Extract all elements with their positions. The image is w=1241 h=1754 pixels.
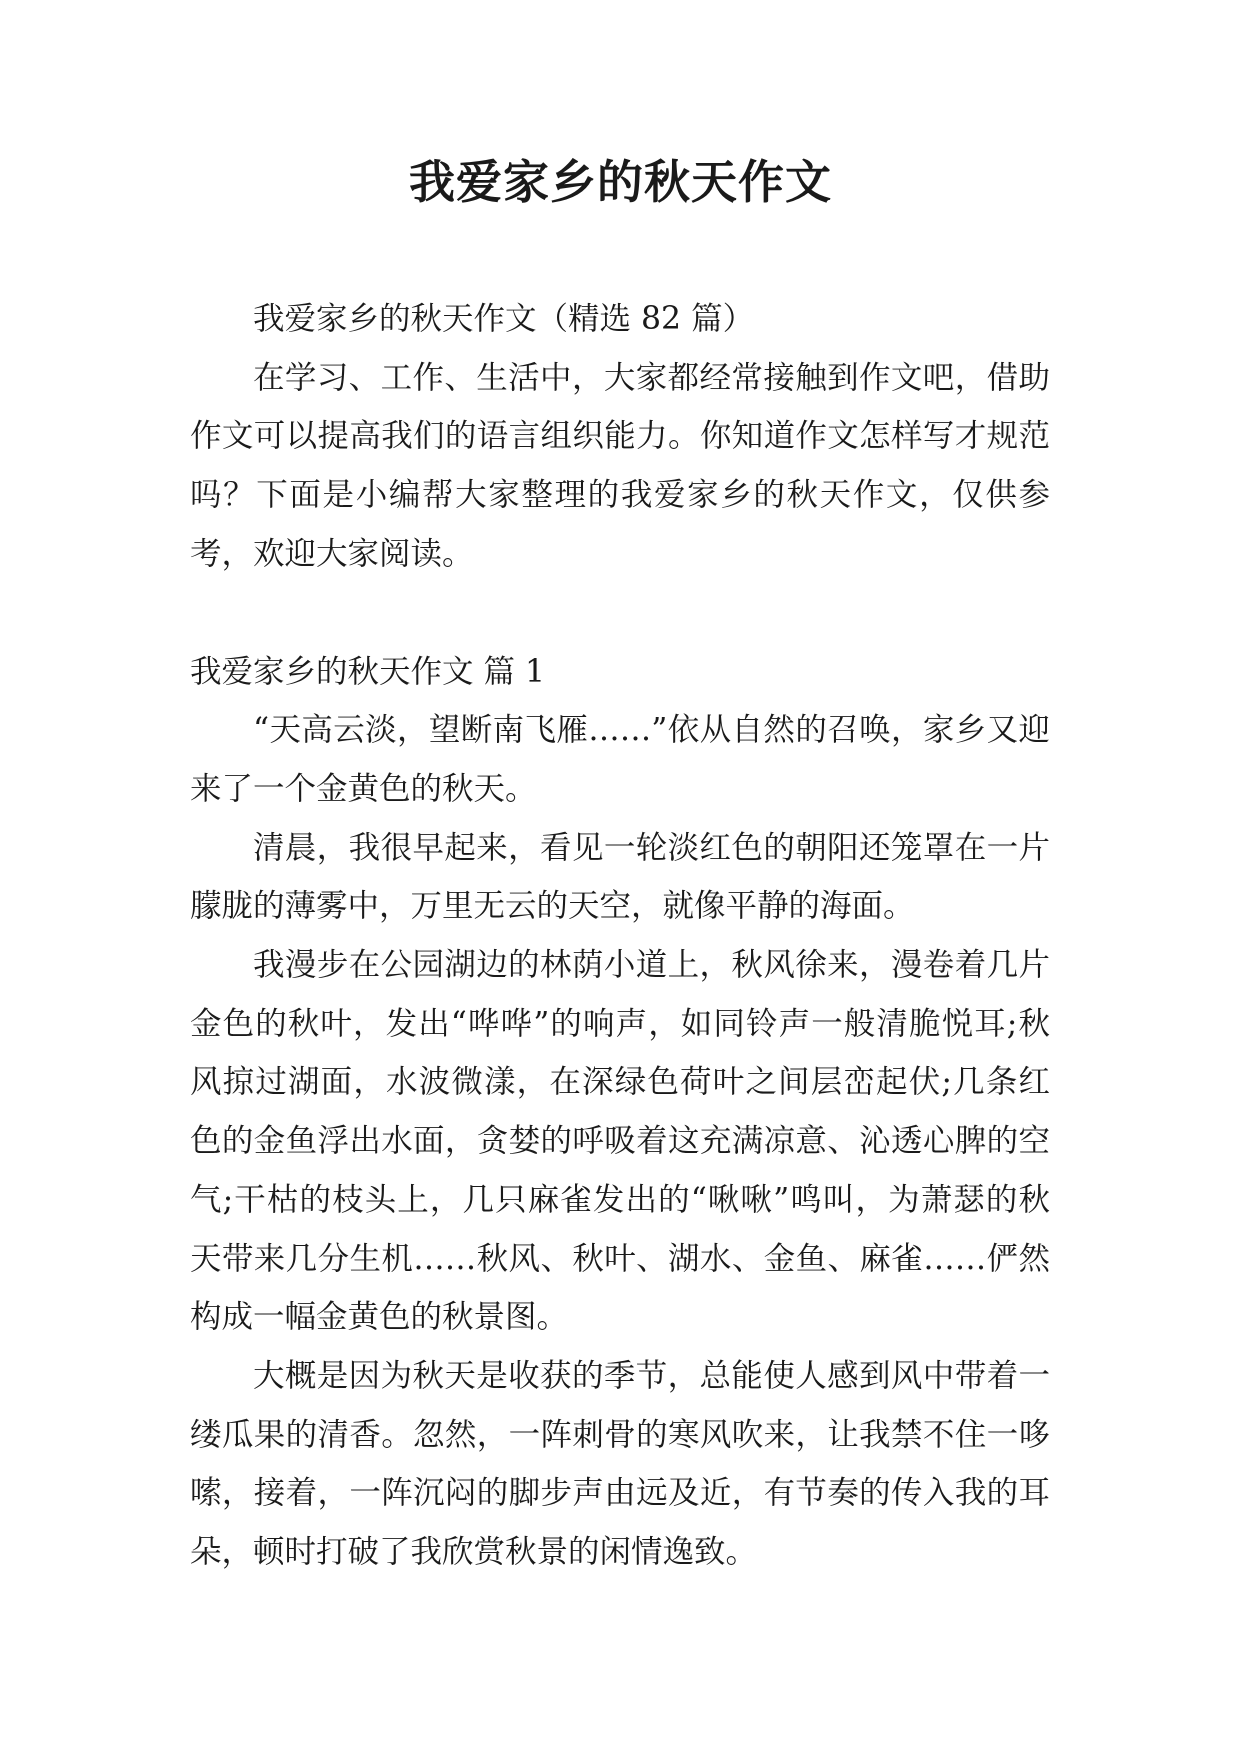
body-paragraph-4: 大概是因为秋天是收获的季节，总能使人感到风中带着一缕瓜果的清香。忽然，一阵刺骨的寒风吹来，让我禁不住一哆嗦，接着，一阵沉闷的脚步声由远及近，有节奏的传入我的耳朵，顿时打破了我欣赏秋景的闲情逸致。 (190, 1357, 1050, 1571)
intro-subtitle: 我爱家乡的秋天作文（精选 82 篇） (253, 301, 755, 337)
section-heading: 我爱家乡的秋天作文 篇 1 (190, 653, 546, 690)
paragraph-spacer (190, 584, 1050, 643)
body-paragraph-2: 清晨，我很早起来，看见一轮淡红色的朝阳还笼罩在一片朦胧的薄雾中，万里无云的天空，就像平静的海面。 (190, 829, 1050, 925)
document-title: 我爱家乡的秋天作文 (409, 155, 832, 209)
intro-paragraph: 在学习、工作、生活中，大家都经常接触到作文吧，借助作文可以提高我们的语言组织能力。你知道作文怎样写才规范吗？下面是小编帮大家整理的我爱家乡的秋天作文，仅供参考，欢迎大家阅读。 (190, 359, 1050, 572)
body-paragraph-3: 我漫步在公园湖边的林荫小道上，秋风徐来，漫卷着几片金色的秋叶，发出“哗哗”的响声，如同铃声一般清脆悦耳;秋风掠过湖面，水波微漾，在深绿色荷叶之间层峦起伏;几条红色的金鱼浮出水面，贪婪的呼吸着这充满凉意、沁透心脾的空气;干枯的枝头上，几只麻雀发出的“啾啾”鸣叫，为萧瑟的秋天带来几分生机……秋风、秋叶、湖水、金鱼、麻雀……俨然构成一幅金黄色的秋景图。 (190, 947, 1050, 1336)
body-paragraph-1: “天高云淡，望断南飞雁……”依从自然的召唤，家乡又迎来了一个金黄色的秋天。 (190, 712, 1050, 807)
document-body (190, 290, 1050, 1582)
